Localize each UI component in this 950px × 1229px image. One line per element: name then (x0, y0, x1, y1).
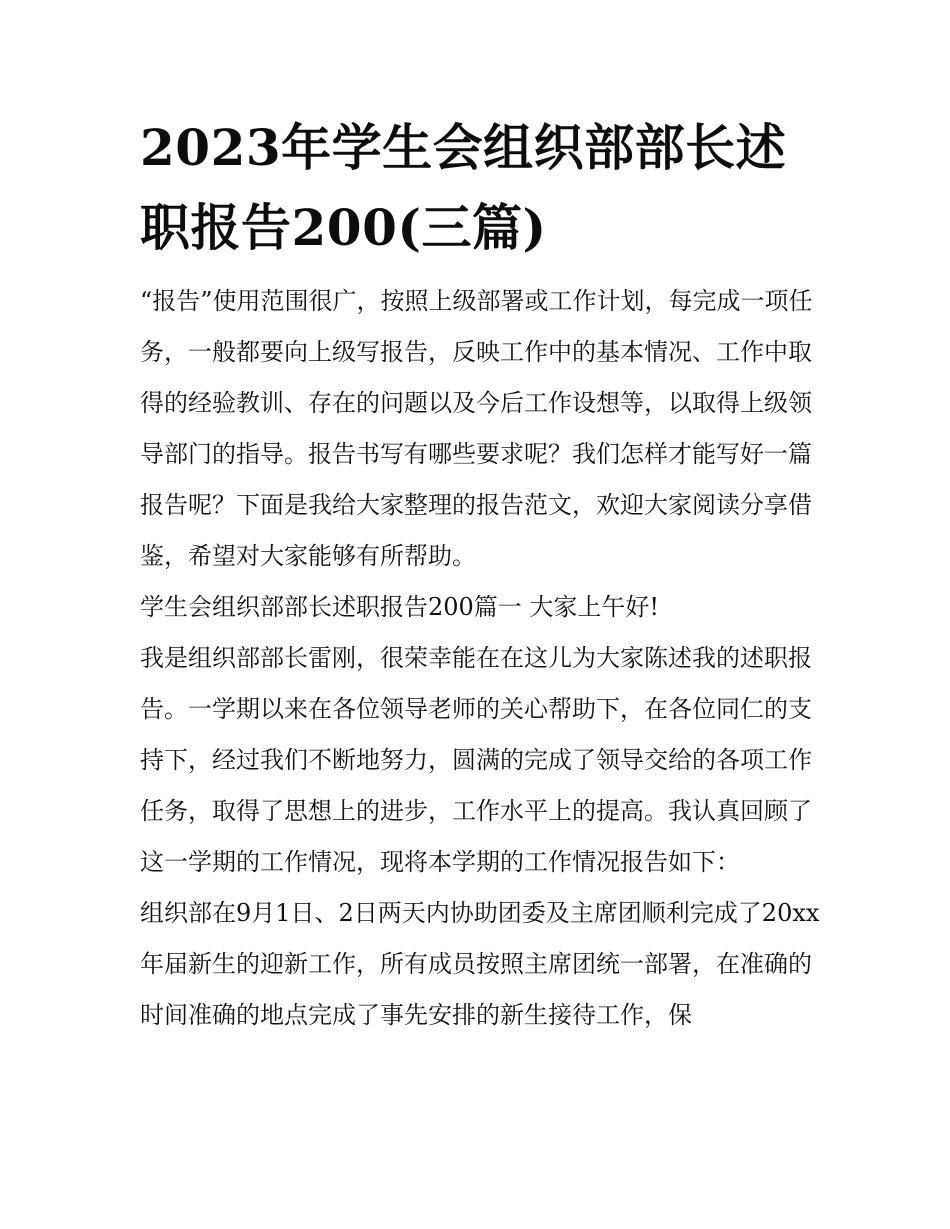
paragraph-section-heading: 学生会组织部部长述职报告200篇一 大家上午好! (140, 593, 660, 621)
paragraph-self-introduction: 我是组织部部长雷刚，很荣幸能在在这儿为大家陈述我的述职报告。一学期以来在各位领导老师的关心帮助下，在各位同仁的支持下，经过我们不断地努力，圆满的完成了领导交给的各项工作任务，取得了思想上的进步，工作水平上的提高。我认真回顾了这一学期的工作情况，现将本学期的工作情况报告如下： (140, 644, 812, 876)
paragraph-orientation-work: 组织部在9月1日、2日两天内协助团委及主席团顺利完成了20xx年届新生的迎新工作，所有成员按照主席团统一部署，在准确的时间准确的地点完成了事先安排的新生接待工作，保 (140, 899, 820, 1029)
document-body (140, 276, 820, 1041)
document-title: 2023年学生会组织部部长述职报告200(三篇) (140, 118, 787, 257)
paragraph-intro: “报告”使用范围很广，按照上级部署或工作计划，每完成一项任务，一般都要向上级写报告，反映工作中的基本情况、工作中取得的经验教训、存在的问题以及今后工作设想等，以取得上级领导部门的指导。报告书写有哪些要求呢？我们怎样才能写好一篇报告呢？下面是我给大家整理的报告范文，欢迎大家阅读分享借鉴，希望对大家能够有所帮助。 (140, 287, 813, 570)
